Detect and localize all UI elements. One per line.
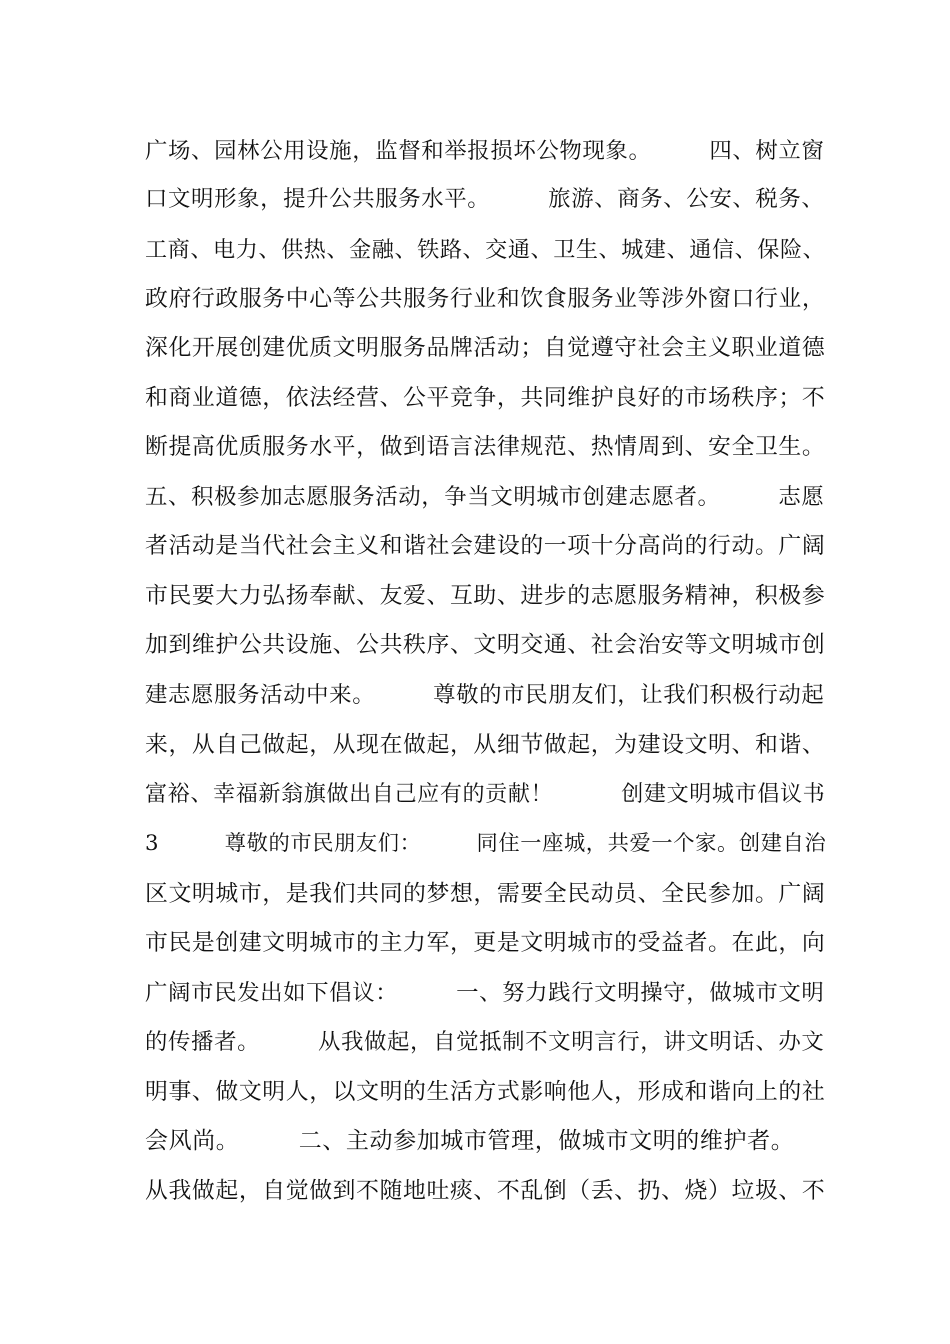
text-line: 从我做起，自觉做到不随地吐痰、不乱倒（丢、扔、烧）垃圾、不 (145, 1178, 826, 1204)
text-line: 富裕、幸福新翁旗做出自己应有的贡献！ 创建文明城市倡议书 (145, 781, 826, 807)
text-line: 市民是创建文明城市的主力军，更是文明城市的受益者。在此，向 (145, 930, 826, 956)
text-line: 3 尊敬的市民朋友们： 同住一座城，共爱一个家。创建自治 (145, 831, 827, 856)
text-line: 断提高优质服务水平，做到语言法律规范、热情周到、安全卫生。 (145, 434, 826, 460)
text-line: 五、积极参加志愿服务活动，争当文明城市创建志愿者。 志愿 (145, 484, 825, 510)
text-line: 者活动是当代社会主义和谐社会建设的一项十分高尚的行动。广阔 (145, 533, 826, 559)
text-line: 和商业道德，依法经营、公平竞争，共同维护良好的市场秩序；不 (145, 385, 826, 411)
text-line: 明事、做文明人，以文明的生活方式影响他人，形成和谐向上的社 (145, 1079, 826, 1105)
text-line: 广阔市民发出如下倡议： 一、努力践行文明操守，做城市文明 (145, 980, 825, 1006)
text-line: 工商、电力、供热、金融、铁路、交通、卫生、城建、通信、保险、 (145, 237, 826, 263)
text-line: 加到维护公共设施、公共秩序、文明交通、社会治安等文明城市创 (145, 632, 826, 658)
text-line: 会风尚。 二、主动参加城市管理，做城市文明的维护者。 (145, 1128, 795, 1154)
text-line: 来，从自己做起，从现在做起，从细节做起，为建设文明、和谐、 (145, 732, 826, 758)
text-line: 政府行政服务中心等公共服务行业和饮食服务业等涉外窗口行业， (145, 286, 826, 312)
text-line: 建志愿服务活动中来。 尊敬的市民朋友们，让我们积极行动起 (145, 682, 825, 708)
text-line: 广场、园林公用设施，监督和举报损坏公物现象。 四、树立窗 (145, 138, 825, 164)
text-line: 市民要大力弘扬奉献、友爱、互助、进步的志愿服务精神，积极参 (145, 583, 826, 609)
text-line: 口文明形象，提升公共服务水平。 旅游、商务、公安、税务、 (145, 186, 825, 212)
text-line: 的传播者。 从我做起，自觉抵制不文明言行，讲文明话、办文 (145, 1029, 825, 1055)
text-line: 区文明城市，是我们共同的梦想，需要全民动员、全民参加。广阔 (145, 881, 826, 907)
text-line: 深化开展创建优质文明服务品牌活动；自觉遵守社会主义职业道德 (145, 335, 826, 361)
